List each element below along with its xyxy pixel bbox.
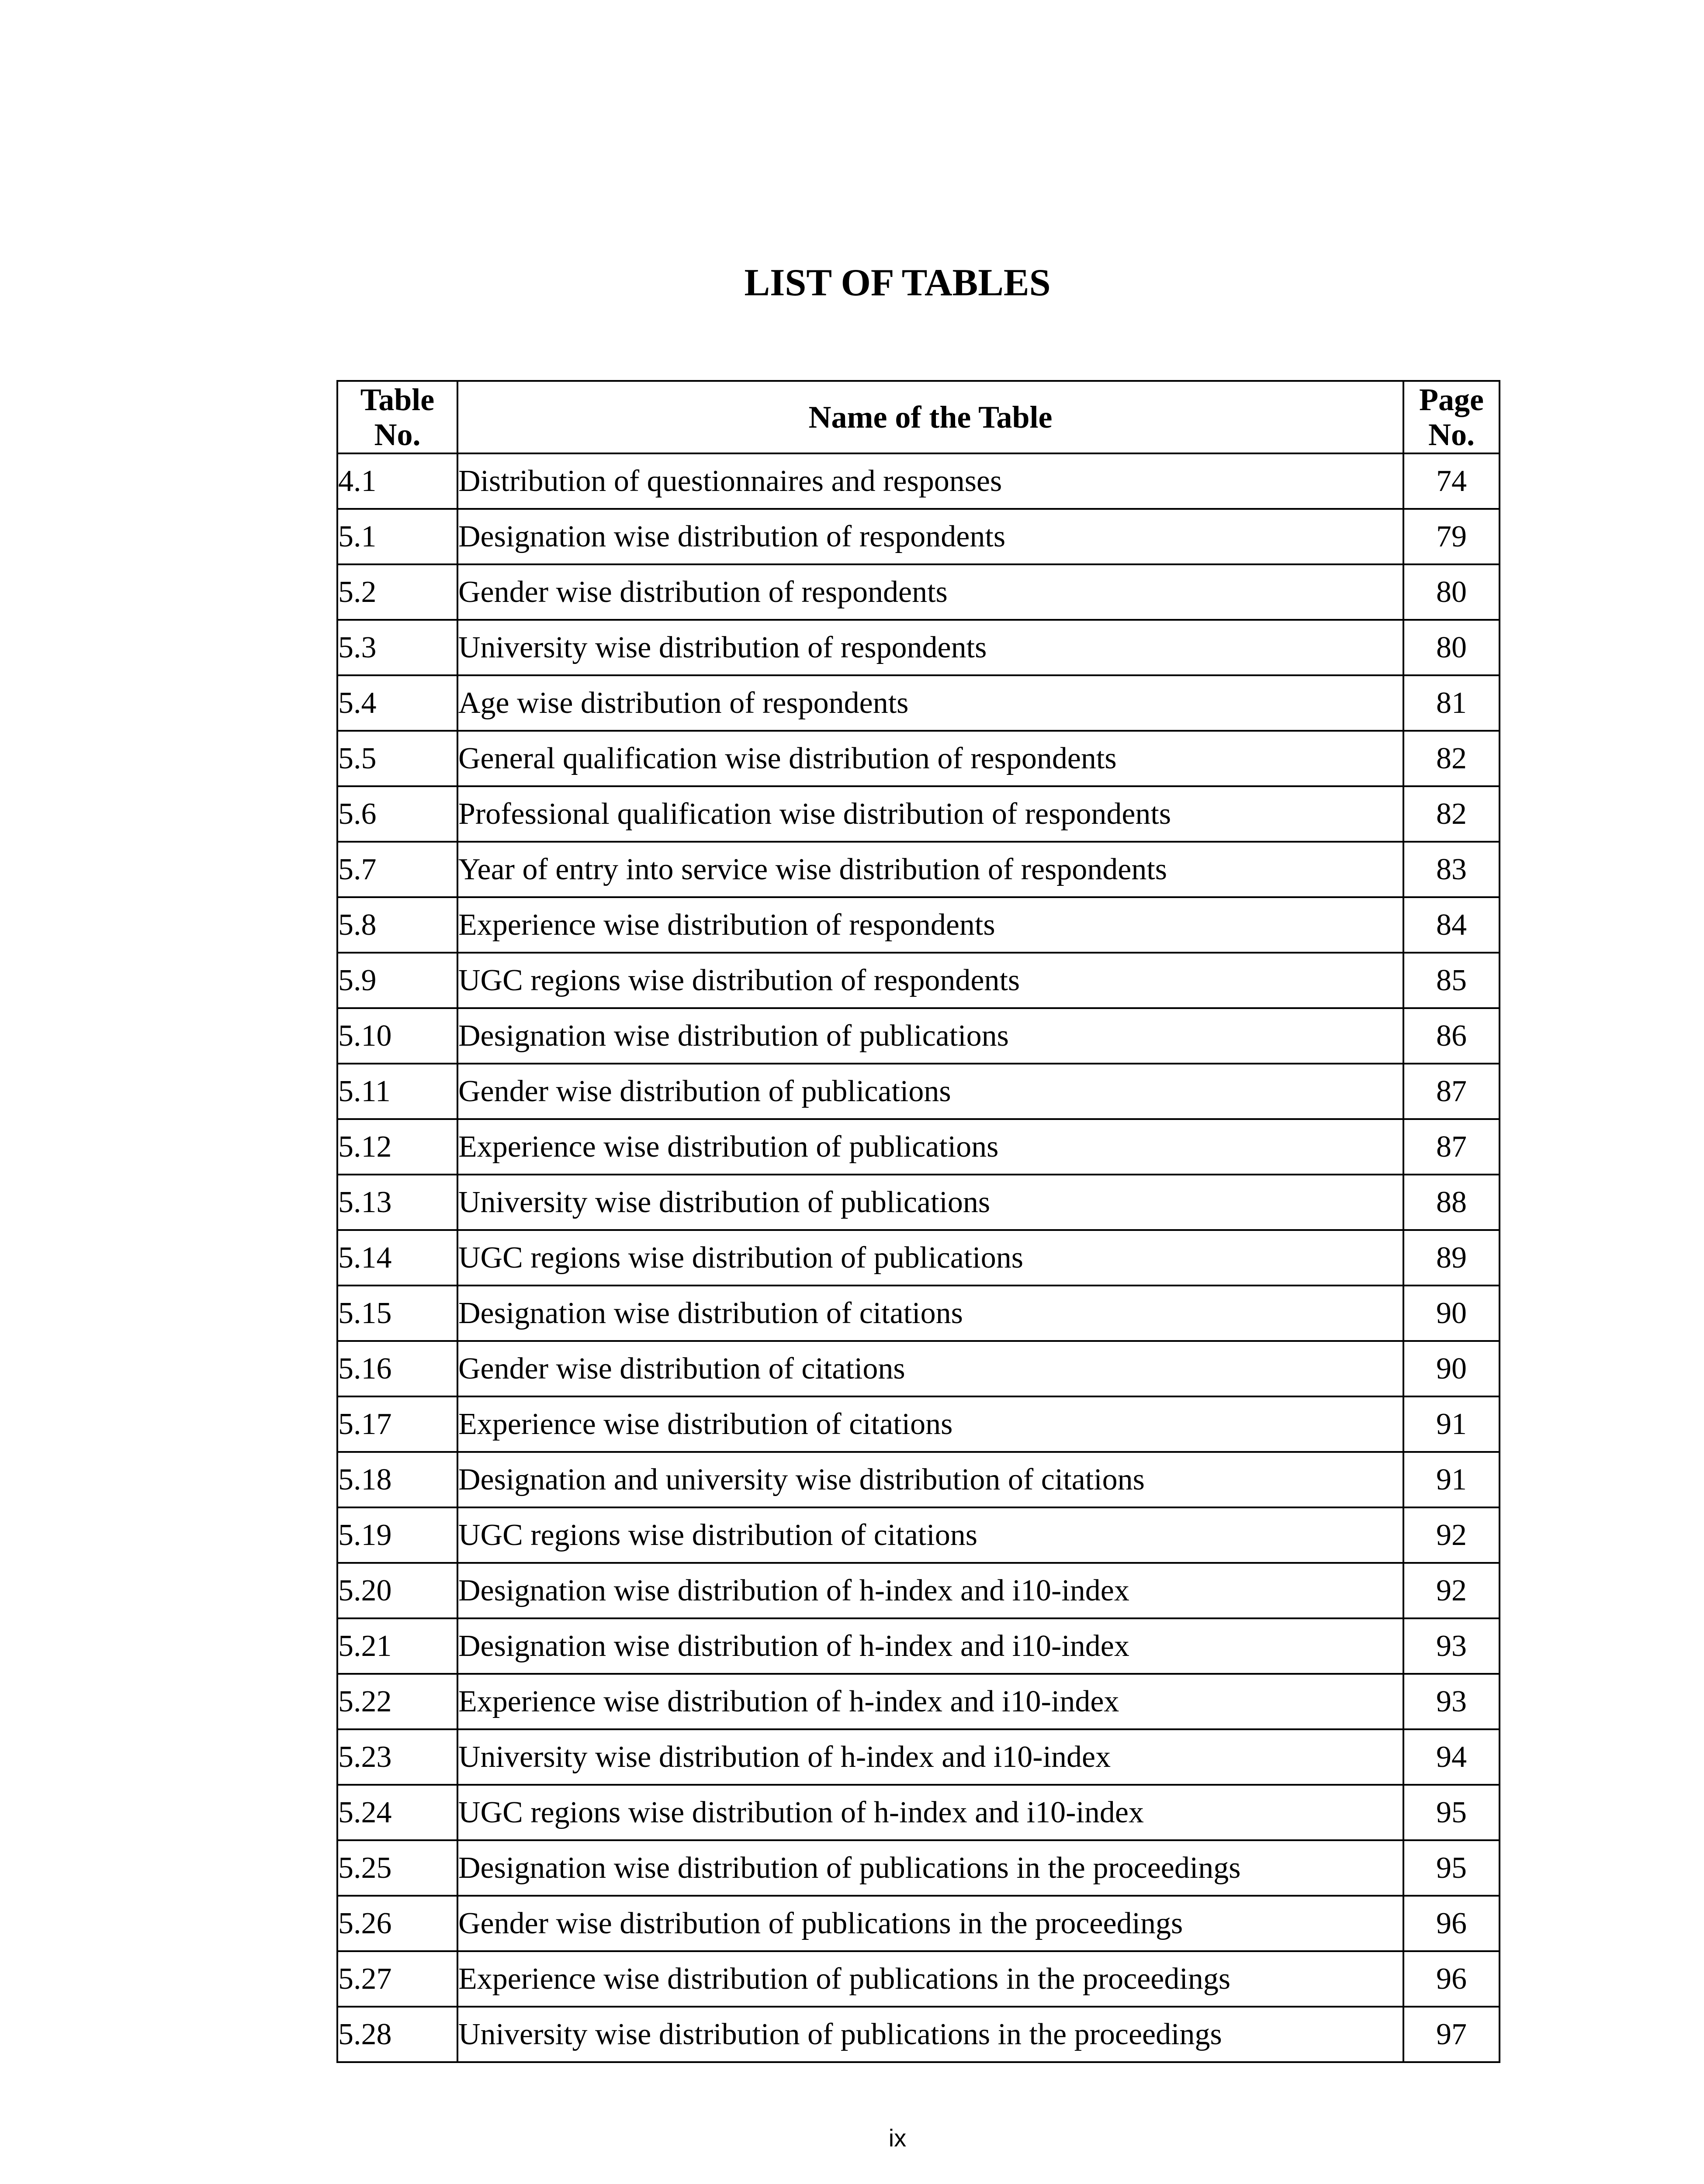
page-number-cell: 85 xyxy=(1403,953,1500,1008)
table-row xyxy=(337,1729,1500,1785)
table-row xyxy=(337,1341,1500,1396)
table-header xyxy=(337,381,1500,453)
table-number-cell: 5.19 xyxy=(337,1507,457,1563)
table-row xyxy=(337,1563,1500,1618)
table-number-cell: 5.28 xyxy=(337,2007,457,2062)
page-number-cell: 87 xyxy=(1403,1064,1500,1119)
table-number-cell: 5.20 xyxy=(337,1563,457,1618)
page-number-cell: 91 xyxy=(1403,1452,1500,1507)
table-name-cell: Designation wise distribution of citations xyxy=(457,1286,1403,1341)
table-row xyxy=(337,1840,1500,1896)
header-name: Name of the Table xyxy=(457,381,1403,453)
table-row xyxy=(337,453,1500,509)
table-row xyxy=(337,2007,1500,2062)
table-row xyxy=(337,1008,1500,1064)
table-row xyxy=(337,953,1500,1008)
table-row xyxy=(337,1396,1500,1452)
table-number-cell: 5.27 xyxy=(337,1951,457,2007)
table-row xyxy=(337,1286,1500,1341)
header-table-no-line2: No. xyxy=(374,417,421,452)
table-row xyxy=(337,675,1500,731)
table-number-cell: 5.22 xyxy=(337,1674,457,1729)
table-row xyxy=(337,1951,1500,2007)
table-name-cell: Designation wise distribution of publications in the proceedings xyxy=(457,1840,1403,1896)
table-row xyxy=(337,564,1500,620)
table-number-cell: 5.5 xyxy=(337,731,457,786)
table-row xyxy=(337,1452,1500,1507)
table-number-cell: 5.1 xyxy=(337,509,457,564)
page-number: ix xyxy=(888,2124,907,2152)
page-number-cell: 90 xyxy=(1403,1341,1500,1396)
page-number-cell: 96 xyxy=(1403,1951,1500,2007)
header-table-no xyxy=(337,381,457,453)
table-body xyxy=(337,453,1500,2062)
table-name-cell: UGC regions wise distribution of respondents xyxy=(457,953,1403,1008)
table-row xyxy=(337,1674,1500,1729)
table-name-cell: University wise distribution of publications xyxy=(457,1175,1403,1230)
page-number-cell: 88 xyxy=(1403,1175,1500,1230)
table-number-cell: 5.16 xyxy=(337,1341,457,1396)
page-title: LIST OF TABLES xyxy=(744,262,1051,304)
table-row xyxy=(337,620,1500,675)
page-number-cell: 79 xyxy=(1403,509,1500,564)
table-name-cell: Designation and university wise distribution of citations xyxy=(457,1452,1403,1507)
table-name-cell: Experience wise distribution of respondents xyxy=(457,897,1403,953)
table-number-cell: 5.10 xyxy=(337,1008,457,1064)
table-name-cell: Gender wise distribution of respondents xyxy=(457,564,1403,620)
table-number-cell: 5.6 xyxy=(337,786,457,842)
table-row xyxy=(337,897,1500,953)
table-name-cell: Professional qualification wise distribution of respondents xyxy=(457,786,1403,842)
table-number-cell: 5.15 xyxy=(337,1286,457,1341)
page-number-cell: 81 xyxy=(1403,675,1500,731)
table-number-cell: 5.13 xyxy=(337,1175,457,1230)
table-number-cell: 5.25 xyxy=(337,1840,457,1896)
page-number-cell: 74 xyxy=(1403,453,1500,509)
table-name-cell: Year of entry into service wise distribution of respondents xyxy=(457,842,1403,897)
table-row xyxy=(337,1618,1500,1674)
table-number-cell: 5.17 xyxy=(337,1396,457,1452)
table-name-cell: University wise distribution of respondents xyxy=(457,620,1403,675)
page-number-cell: 82 xyxy=(1403,731,1500,786)
table-number-cell: 5.9 xyxy=(337,953,457,1008)
page-number-cell: 93 xyxy=(1403,1674,1500,1729)
table-name-cell: Gender wise distribution of citations xyxy=(457,1341,1403,1396)
table-name-cell: UGC regions wise distribution of h-index and i10-index xyxy=(457,1785,1403,1840)
table-number-cell: 5.21 xyxy=(337,1618,457,1674)
table-number-cell: 4.1 xyxy=(337,453,457,509)
table-name-cell: Designation wise distribution of respondents xyxy=(457,509,1403,564)
table-name-cell: UGC regions wise distribution of publications xyxy=(457,1230,1403,1286)
table-name-cell: Designation wise distribution of h-index and i10-index xyxy=(457,1618,1403,1674)
table-number-cell: 5.7 xyxy=(337,842,457,897)
table-row xyxy=(337,1119,1500,1175)
table-name-cell: Gender wise distribution of publications xyxy=(457,1064,1403,1119)
table-name-cell: UGC regions wise distribution of citations xyxy=(457,1507,1403,1563)
page-number-cell: 86 xyxy=(1403,1008,1500,1064)
table-name-cell: Designation wise distribution of h-index and i10-index xyxy=(457,1563,1403,1618)
page-number-cell: 82 xyxy=(1403,786,1500,842)
page-number-cell: 84 xyxy=(1403,897,1500,953)
table-row xyxy=(337,1175,1500,1230)
table-name-cell: Age wise distribution of respondents xyxy=(457,675,1403,731)
page-number-cell: 83 xyxy=(1403,842,1500,897)
table-row xyxy=(337,1064,1500,1119)
table-name-cell: University wise distribution of publications in the proceedings xyxy=(457,2007,1403,2062)
page-number-cell: 95 xyxy=(1403,1785,1500,1840)
table-name-cell: Gender wise distribution of publications in the proceedings xyxy=(457,1896,1403,1951)
table-number-cell: 5.2 xyxy=(337,564,457,620)
header-page-no xyxy=(1403,381,1500,453)
table-row xyxy=(337,1785,1500,1840)
table-number-cell: 5.3 xyxy=(337,620,457,675)
table-name-cell: Experience wise distribution of publications xyxy=(457,1119,1403,1175)
header-page-no-line2: No. xyxy=(1428,417,1475,452)
header-table-no-line1: Table xyxy=(360,382,435,417)
list-of-tables xyxy=(336,380,1500,2063)
table-row xyxy=(337,842,1500,897)
table-number-cell: 5.18 xyxy=(337,1452,457,1507)
table-row xyxy=(337,1507,1500,1563)
table-name-cell: University wise distribution of h-index and i10-index xyxy=(457,1729,1403,1785)
page-number-cell: 91 xyxy=(1403,1396,1500,1452)
table-name-cell: Distribution of questionnaires and responses xyxy=(457,453,1403,509)
table-row xyxy=(337,1896,1500,1951)
table-number-cell: 5.4 xyxy=(337,675,457,731)
table-number-cell: 5.26 xyxy=(337,1896,457,1951)
page-number-cell: 90 xyxy=(1403,1286,1500,1341)
table-number-cell: 5.12 xyxy=(337,1119,457,1175)
table-name-cell: Experience wise distribution of citations xyxy=(457,1396,1403,1452)
page-number-cell: 96 xyxy=(1403,1896,1500,1951)
table-name-cell: Experience wise distribution of publications in the proceedings xyxy=(457,1951,1403,2007)
table-number-cell: 5.8 xyxy=(337,897,457,953)
page-number-cell: 93 xyxy=(1403,1618,1500,1674)
page-number-cell: 80 xyxy=(1403,564,1500,620)
table-row xyxy=(337,731,1500,786)
page-number-cell: 94 xyxy=(1403,1729,1500,1785)
header-row xyxy=(337,381,1500,453)
page-number-cell: 87 xyxy=(1403,1119,1500,1175)
table-row xyxy=(337,786,1500,842)
table-name-cell: General qualification wise distribution of respondents xyxy=(457,731,1403,786)
table-number-cell: 5.14 xyxy=(337,1230,457,1286)
table-number-cell: 5.23 xyxy=(337,1729,457,1785)
page-number-cell: 95 xyxy=(1403,1840,1500,1896)
page-number-cell: 92 xyxy=(1403,1563,1500,1618)
table-name-cell: Designation wise distribution of publications xyxy=(457,1008,1403,1064)
header-page-no-line1: Page xyxy=(1419,382,1484,417)
page-number-cell: 80 xyxy=(1403,620,1500,675)
table-name-cell: Experience wise distribution of h-index and i10-index xyxy=(457,1674,1403,1729)
table-row xyxy=(337,1230,1500,1286)
page-number-cell: 97 xyxy=(1403,2007,1500,2062)
page-number-cell: 89 xyxy=(1403,1230,1500,1286)
table-row xyxy=(337,509,1500,564)
page-number-cell: 92 xyxy=(1403,1507,1500,1563)
table-number-cell: 5.11 xyxy=(337,1064,457,1119)
table-number-cell: 5.24 xyxy=(337,1785,457,1840)
